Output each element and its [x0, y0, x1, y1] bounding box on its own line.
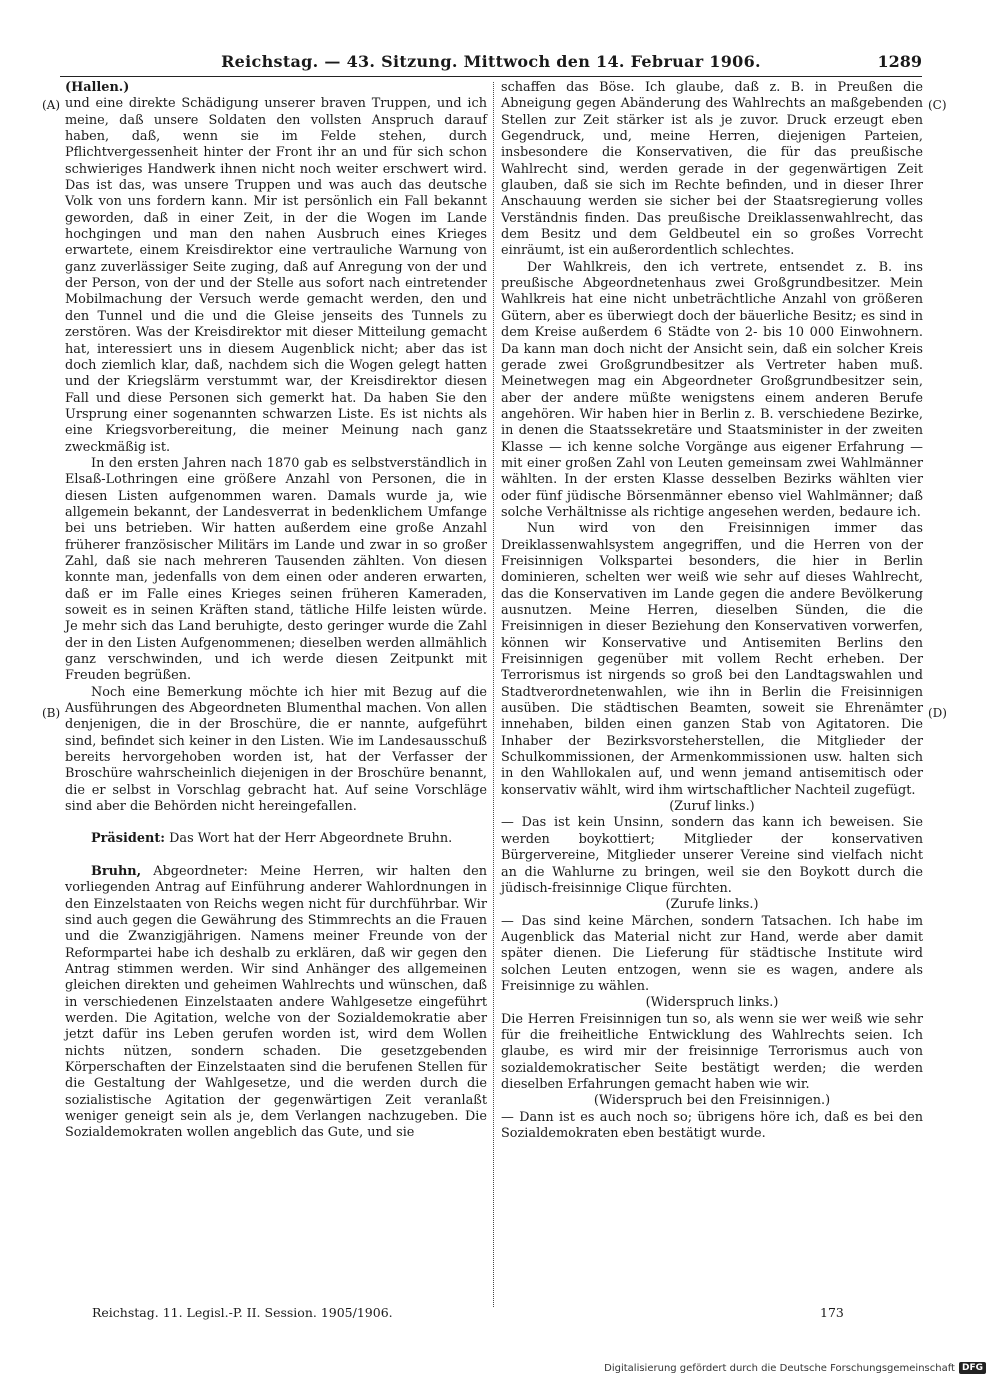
- paragraph: Nun wird von den Freisinnigen immer das Dreiklassenwahlsystem angegriffen, und die Herren von der Freisinnigen Volkspartei besonders, die hier in Berlin dominieren, schelten wer weiß wie sehr auf dieses Wahlrecht, das die Konservativen im Lande gegen die andere Bevölkerung ausnutzen. Meine Herren, dieselben Sünden, die die Freisinnigen in dieser Beziehung den Konservativen vorwerfen, können wir Konservative und Antisemiten Berlins den Freisinnigen gegenüber mit vollem Recht erheben. Der Terrorismus ist nirgends so groß bei den Landtagswahlen und Stadtverordnetenwahlen, wie ihn in Berlin die Freisinnigen ausüben. Die städtischen Beamten, soweit sie Ehrenämter innehaben, bilden einen ganzen Stab von Agitatoren. Die Inhaber der Bezirksvorsteherstellen, die Mitglieder der Schulkommissionen, der Armenkommissionen usw. halten sich in den Wahllokalen auf, und wenn jemand antisemitisch oder konservativ wählt, wird ihm wirtschaftlicher Nachteil zugefügt.: [501, 521, 923, 798]
- paragraph: — Dann ist es auch noch so; übrigens höre ich, daß es bei den Sozialdemokraten eben bestätigt wurde.: [501, 1109, 923, 1141]
- page-number: 1289: [877, 52, 922, 71]
- page-header: [60, 50, 922, 77]
- paragraph: schaffen das Böse. Ich glaube, daß z. B. in Preußen die Abneigung gegen Abänderung des Wahlrechts an maßgebenden Stellen zur Zeit stärker ist als je zuvor. Druck erzeugt eben Gegendruck, und, meine Herren, diejenigen Parteien, insbesondere die Konservativen, die für das preußische Wahlrecht sind, werden gerade in der gegenwärtigen Zeit glauben, daß sie sich im Rechte befinden, und in dieser Ihrer Anschauung werden sie sicher bei der Staatsregierung volles Verständnis finden. Das preußische Dreiklassenwahlrecht, das dem Besitz und dem Geldbeutel ein so großes Vorrecht einräumt, ist ein außerordentlich schlechtes.: [501, 80, 923, 259]
- president-text: Das Wort hat der Herr Abgeordnete Bruhn.: [165, 831, 453, 847]
- left-column: [65, 80, 487, 1142]
- bruhn-speech: [65, 864, 487, 1142]
- right-column: [501, 80, 923, 1142]
- footer-sheet-number: 173: [820, 1305, 844, 1320]
- paragraph: Der Wahlkreis, den ich vertrete, entsendet z. B. ins preußische Abgeordnetenhaus zwei Großgrundbesitzer. Mein Wahlkreis hat eine nicht unbeträchtliche Anzahl von größeren Gütern, aber es überwiegt doch der bäuerliche Besitz; es sind in dem Kreise außerdem 6 Städte von 2- bis 10 000 Einwohnern. Da kann man doch nicht der Ansicht sein, daß ein solcher Kreis gerade zwei Großgrundbesitzer als Vertreter haben muß. Meinetwegen mag ein Abgeordneter Großgrundbesitzer sein, aber der andere müßte wenigstens einem anderen Berufe angehören. Wir haben hier in Berlin z. B. verschiedene Bezirke, in denen die Staatssekretäre und Staatsminister in der zweiten Klasse — ich kenne solche Vorgänge aus eigener Erfahrung — mit einer großen Zahl von Leuten gemeinsam zwei Wahlmänner wählten. In der ersten Klasse desselben Bezirks wählten vier oder fünf jüdische Börsenmänner ebenso viel Wahlmänner; daß solche Verhältnisse als richtige angesehen werden, bedaure ich.: [501, 259, 923, 520]
- interjection: (Zuruf links.): [669, 799, 755, 815]
- president-label: Präsident:: [91, 831, 166, 847]
- paragraph: — Das ist kein Unsinn, sondern das kann ich beweisen. Sie werden boykottiert; Mitglieder der konservativen Bürgervereine, Mitglieder unserer Vereine sind vielfach nicht an die Wahlurne zu bringen, weil sie den Boykott durch die jüdisch-freisinnige Clique fürchten.: [501, 815, 923, 896]
- paragraph: — Das sind keine Märchen, sondern Tatsachen. Ich habe im Augenblick das Material nicht zur Hand, werde aber damit später dienen. Die Lieferung für städtische Institute wird solchen Leuten entzogen, wenn sie es wagen, andere als Freisinnige zu wählen.: [501, 913, 923, 994]
- footer-session-info: Reichstag. 11. Legisl.-P. II. Session. 1905/1906.: [92, 1305, 393, 1320]
- margin-mark-c: (C): [928, 98, 947, 112]
- president-statement: [65, 831, 487, 847]
- interjection: (Widerspruch links.): [645, 995, 779, 1011]
- digitization-text: Digitalisierung gefördert durch die Deutsche Forschungsgemeinschaft: [604, 1362, 955, 1374]
- speaker-name: (Hallen.): [65, 80, 130, 95]
- digitization-credit: [604, 1362, 986, 1374]
- bruhn-text: Abgeordneter: Meine Herren, wir halten den vorliegenden Antrag auf Einführung anderer Wahlordnungen in den Einzelstaaten von Reichs wegen nicht für durchführbar. Wir sind auch gegen die Gewährung des Stimmrechts an die Frauen und die Zwanzigjährigen. Namens meiner Freunde von der Reformpartei habe ich deshalb zu erklären, daß wir gegen den Antrag stimmen werden. Wir sind Anhänger des allgemeinen gleichen direkten und geheimen Wahlrechts und wünschen, daß in verschiedenen Einzelstaaten andere Wahlgesetze eingeführt werden. Die Agitation, welche von der Sozialdemokratie aber jetzt dafür ins Leben gerufen worden ist, wird dem Wollen nichts nützen, sondern schaden. Die gesetzgebenden Körperschaften der Einzelstaaten sind die berufenen Stellen für die Gestaltung der Wahlgesetze, und die werden durch die sozialistische Agitation der gegenwärtigen Zeit veranlaßt weniger geneigt sein als je, dem Verlangen nachzugeben. Die Sozialdemokraten wollen angeblich das Gute, und sie: [65, 863, 487, 1141]
- speaker-label: [65, 80, 487, 96]
- margin-mark-b: (B): [42, 706, 61, 720]
- paragraph: In den ersten Jahren nach 1870 gab es selbstverständlich in Elsaß-Lothringen eine größere Anzahl von Personen, die in diesen Listen aufgenommen waren. Damals wurde ja, wie allgemein bekannt, der Landesverrat in bedenklichem Umfange bei uns betrieben. Wir hatten außerdem eine große Anzahl früherer französischer Militärs im Lande und zwar in so großer Zahl, daß sie nach mehreren Tausenden zählten. Von diesen konnte man, jedenfalls von dem einen oder anderen erwarten, daß er im Falle eines Krieges seinen früheren Kameraden, soweit es in seinen Kräften stand, tätliche Hilfe leisten würde. Je mehr sich das Land beruhigte, desto geringer wurde die Zahl der in den Listen Aufgenommenen; dieselben werden allmählich ganz verschwinden, und ich werde diesen Zeitpunkt mit Freuden begrüßen.: [65, 455, 487, 684]
- column-divider: [493, 82, 494, 1307]
- running-title: Reichstag. — 43. Sitzung. Mittwoch den 14. Februar 1906.: [221, 52, 761, 71]
- margin-mark-a: (A): [42, 98, 61, 112]
- interjection: (Zurufe links.): [665, 897, 759, 913]
- margin-mark-d: (D): [928, 706, 947, 720]
- bruhn-label: Bruhn,: [91, 863, 142, 879]
- paragraph: und eine direkte Schädigung unserer braven Truppen, und ich meine, daß unsere Soldaten den vollsten Anspruch darauf haben, daß, wenn sie im Felde stehen, durch Pflichtvergessenheit hinter der Front ihr an und für sich schon schwieriges Handwerk ihnen nicht noch weiter erschwert wird. Das ist das, was unsere Truppen und was auch das deutsche Volk von uns fordern kann. Mir ist persönlich ein Fall bekannt geworden, daß in einer Zeit, in der die Wogen im Lande hochgingen und man den nahen Ausbruch eines Krieges erwartete, einem Kreisdirektor eine vertrauliche Warnung von ganz zuverlässiger Seite zuging, daß auf Anregung von der und der Person, von der und der Stelle aus sofort nach eintretender Mobilmachung der Versuch werde gemacht werden, den und den Tunnel und die und die Gleise jenseits des Tunnels zu zerstören. Was der Kreisdirektor mit dieser Mitteilung gemacht hat, interessiert uns in diesem Augenblick nicht; aber das ist doch ziemlich klar, daß, nachdem sich die Wogen gelegt hatten und der Kriegslärm verstummt war, der Kreisdirektor diesen Fall und diese Personen sich gemerkt hat. Da haben Sie den Ursprung einer sogenannten schwarzen Liste. Es ist nichts als eine Kriegsvorbereitung, die meiner Meinung nach ganz zweckmäßig ist.: [65, 96, 487, 455]
- dfg-logo-icon: DFG: [959, 1362, 986, 1374]
- paragraph: Noch eine Bemerkung möchte ich hier mit Bezug auf die Ausführungen des Abgeordneten Blumenthal machen. Von allen denjenigen, die in der Broschüre, die er nannte, aufgeführt sind, befindet sich keiner in den Listen. Wie im Landesausschuß bereits hervorgehoben worden ist, hat der Verfasser der Broschüre wahrscheinlich diejenigen in der Broschüre benannt, die er selbst in Vorschlag gebracht hat. Auf seine Vorschläge sind aber die Behörden nicht hereingefallen.: [65, 684, 487, 815]
- paragraph: Die Herren Freisinnigen tun so, als wenn sie wer weiß wie sehr für die freiheitliche Entwicklung des Wahlrechts seien. Ich glaube, es wird mir der freisinnige Terrorismus auch von sozialdemokratischer Seite bestätigt werden; die werden dieselben Erfahrungen gemacht haben wie wir.: [501, 1011, 923, 1092]
- interjection: (Widerspruch bei den Freisinnigen.): [593, 1093, 831, 1109]
